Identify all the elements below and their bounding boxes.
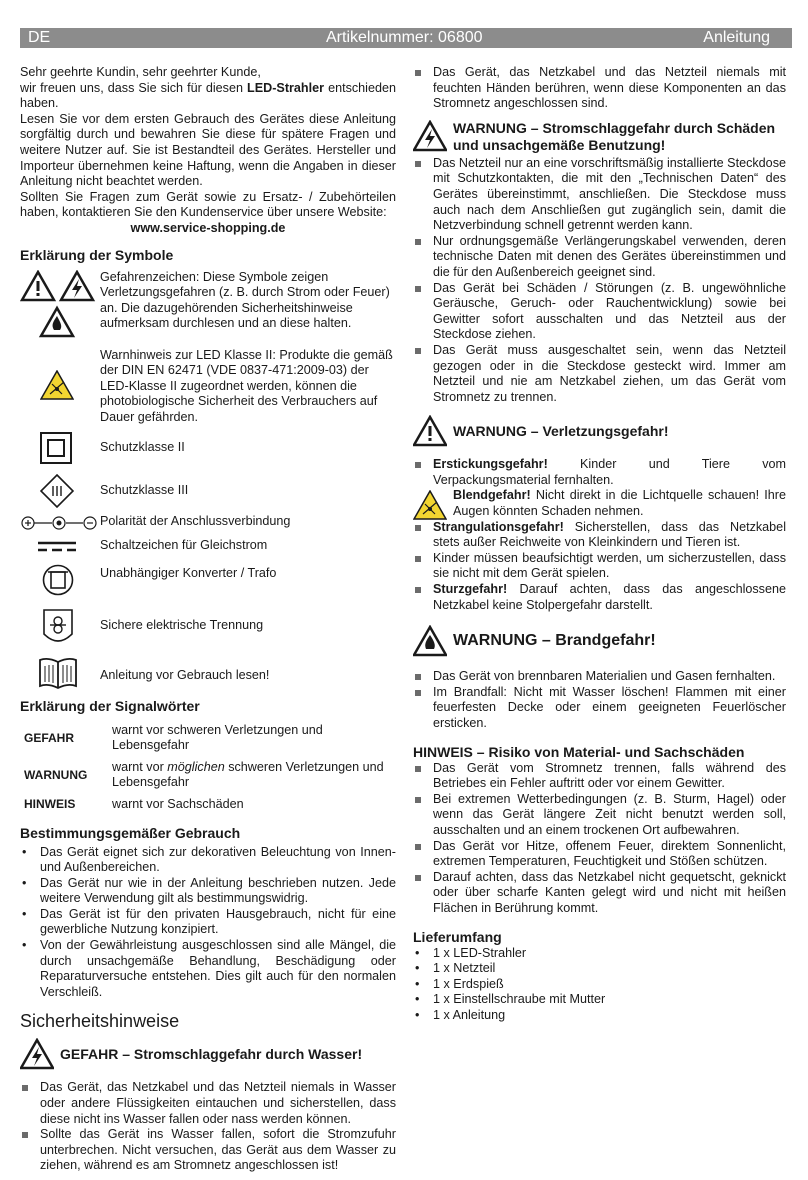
symbol-danger-row <box>20 270 396 342</box>
list-item: Im Brandfall: Nicht mit Wasser löschen! Flammen mit einer feuerfesten Decke oder einem geeigneten Feuerlöscher ersticken. <box>413 685 786 732</box>
protection-class-2-icon <box>40 432 72 464</box>
symbol-converter-text: Unabhängiger Konverter / Trafo <box>100 565 277 580</box>
list-item: Nur ordnungsgemäße Verlängerungskabel verwenden, deren technische Daten mit denen des Gerätes übereinstimmen und die für den Außenbereich geeignet sind. <box>413 234 786 281</box>
shock-warning-list <box>413 156 786 406</box>
list-item: Das Gerät muss ausgeschaltet sein, wenn das Netzteil gezogen oder in die Steckdose gesteckt wird. Immer am Netzteil und nie am Netzkabel ziehen, um das Gerät vom Stromnetz zu trennen. <box>413 343 786 405</box>
list-item: Sollte das Gerät ins Wasser fallen, sofort die Stromzufuhr unterbrechen. Nicht versuchen, das Gerät aus dem Wasser zu ziehen, während es am Stromnetz angeschlossen ist! <box>20 1127 396 1174</box>
injury-warning-list <box>413 457 786 488</box>
right-column <box>413 65 786 1024</box>
symbol-manual-text: Anleitung vor Gebrauch lesen! <box>100 667 270 682</box>
list-item: Strangulationsgefahr! Sicherstellen, dass das Netzkabel stets außer Reichweite von Kleinkindern und Tieren ist. <box>413 520 786 551</box>
website-link[interactable]: www.service-shopping.de <box>130 220 286 235</box>
list-item: • 1 x Netzteil <box>413 961 786 977</box>
list-item: Das Netzteil nur an eine vorschriftsmäßig installierte Steckdose mit Schutzkontakten, die mit den „Technischen Daten“ des Gerätes übereinstimmt, anschließen. Die Steckdose muss auch nach dem Anschließen gut zugänglich sein, damit die Netzverbindung schnell getrennt werden kann. <box>413 156 786 234</box>
symbol-polarity-text: Polarität der Anschlussverbindung <box>100 513 291 528</box>
injury-warning-heading: WARNUNG – Verletzungsgefahr! <box>413 415 786 451</box>
symbol-class3-text: Schutzklasse III <box>100 482 189 497</box>
list-item: • 1 x Einstellschraube mit Mutter <box>413 992 786 1008</box>
electric-warning-icon <box>413 120 447 152</box>
usage-list <box>20 845 396 1001</box>
wet-hands-list <box>413 65 786 112</box>
list-item: Das Gerät, das Netzkabel und das Netzteil niemals in Wasser oder andere Flüssigkeiten eintauchen und sicherstellen, dass diese nicht ins Wasser fallen oder nass werden können. <box>20 1080 396 1127</box>
usage-title: Bestimmungsgemäßer Gebrauch <box>20 824 241 841</box>
list-item: Bei extremen Wetterbedingungen (z. B. Sturm, Hagel) oder wenn das Gerät längere Zeit nicht benutzt werden soll, ausschalten und an einem trockenen Ort aufbewahren. <box>413 792 786 839</box>
fire-warning-icon <box>413 625 447 657</box>
list-item: • Das Gerät eignet sich zur dekorativen Beleuchtung von Innen- und Außenbereichen. <box>20 845 396 876</box>
symbol-separation-text: Sichere elektrische Trennung <box>100 617 264 632</box>
warning-electric-fire-icon <box>20 270 96 340</box>
language-code: DE <box>28 29 51 46</box>
page-header <box>20 28 792 48</box>
list-item: • 1 x Anleitung <box>413 1008 786 1024</box>
scope-title: Lieferumfang <box>413 928 502 945</box>
list-item: • Das Gerät nur wie in der Anleitung beschrieben nutzen. Jede weitere Verwendung gilt als bestimmungswidrig. <box>20 876 396 907</box>
injury-warning-list-2 <box>413 520 786 614</box>
list-item: Das Gerät vor Hitze, offenem Feuer, direktem Sonnenlicht, extremen Temperaturen, Feuchtigkeit und Stößen schützen. <box>413 839 786 870</box>
led-class-warning-icon <box>40 370 74 400</box>
general-warning-icon <box>413 415 447 447</box>
protection-class-3-icon <box>40 474 74 508</box>
symbol-led-row <box>20 348 396 426</box>
independent-converter-icon <box>42 564 74 596</box>
symbol-dc-text: Schaltzeichen für Gleichstrom <box>100 537 268 552</box>
list-item: Kinder müssen beaufsichtigt werden, um sicherzustellen, dass sie nicht mit dem Gerät spielen. <box>413 551 786 582</box>
intro-paragraph: wir freuen uns, dass Sie sich für diesen LED-Strahler entschieden haben. <box>20 80 396 111</box>
signal-row-gefahr: GEFAHR warnt vor schweren Verletzungen und Lebensgefahr <box>24 722 323 753</box>
note-list <box>413 761 786 917</box>
symbol-manual-row <box>20 656 396 690</box>
read-manual-icon <box>38 656 78 690</box>
list-item: Darauf achten, dass das Netzkabel nicht gequetscht, geknickt oder über scharfe Kanten gelegt wird und nicht mit heißen Flächen in Berührung kommt. <box>413 870 786 917</box>
symbol-danger-text: Gefahrenzeichen: Diese Symbole zeigen Verletzungsgefahren (z. B. durch Strom oder Feuer) an. Die dazugehörenden Sicherheitshinweise aufmerksam durchlesen und an diese halten. <box>100 269 390 331</box>
symbol-class3-row <box>20 474 396 508</box>
symbol-class2-text: Schutzklasse II <box>100 439 185 454</box>
list-item: • 1 x Erdspieß <box>413 977 786 993</box>
document-type: Anleitung <box>703 29 770 46</box>
blinding-warning: Blendgefahr! Nicht direkt in die Lichtquelle schauen! Ihre Augen könnten Schaden nehmen. <box>413 488 786 519</box>
note-heading: HINWEIS – Risiko von Material- und Sachschäden <box>413 743 745 760</box>
symbol-separation-row <box>20 608 396 648</box>
list-item: Das Gerät, das Netzkabel und das Netzteil niemals mit feuchten Händen berühren, wenn diese Komponenten an das Stromnetz angeschlossen sind. <box>413 65 786 112</box>
scope-list <box>413 946 786 1024</box>
list-item: • Von der Gewährleistung ausgeschlossen sind alle Mängel, die durch unsachgemäße Behandlung, Beschädigung oder Reparaturversuche entstehen. Dies gilt auch für den normalen Verschleiß. <box>20 938 396 1000</box>
signal-row-warnung: WARNUNG warnt vor möglichen schweren Verletzungen und Lebensgefahr <box>24 759 384 790</box>
list-item: Sturzgefahr! Darauf achten, dass das angeschlossene Netzkabel keine Stolpergefahr darstellt. <box>413 582 786 613</box>
safety-isolating-transformer-icon <box>42 608 74 648</box>
signals-title: Erklärung der Signalwörter <box>20 697 200 714</box>
list-item: Das Gerät vom Stromnetz trennen, falls während des Betriebes ein Fehler auftritt oder vor einem Gewitter. <box>413 761 786 792</box>
water-danger-list <box>20 1080 396 1174</box>
intro-read-paragraph: Lesen Sie vor dem ersten Gebrauch des Gerätes diese Anleitung sorgfältig durch und bewahren Sie diese für spätere Fragen und weitere Nutzer auf. Sie ist Bestandteil des Gerätes. Hersteller und Importeur übernehmen keine Haftung, wenn die Angaben in dieser Anleitung nicht beachtet werden. <box>20 111 396 189</box>
symbol-dc-row <box>20 538 396 556</box>
safety-title: Sicherheitshinweise <box>20 1011 180 1032</box>
article-number: Artikelnummer: 06800 <box>326 29 483 46</box>
greeting: Sehr geehrte Kundin, sehr geehrter Kunde, <box>20 65 261 79</box>
symbol-converter-row <box>20 564 396 598</box>
shock-warning-heading: WARNUNG – Stromschlaggefahr durch Schäden und unsachgemäße Benutzung! <box>413 120 786 154</box>
list-item: • Das Gerät ist für den privaten Hausgebrauch, nicht für eine gewerbliche Nutzung konzipiert. <box>20 907 396 938</box>
polarity-icon <box>20 515 98 531</box>
list-item: Das Gerät von brennbaren Materialien und Gasen fernhalten. <box>413 669 786 685</box>
list-item: Erstickungsgefahr! Kinder und Tiere vom Verpackungsmaterial fernhalten. <box>413 457 786 488</box>
direct-current-icon <box>38 541 78 553</box>
left-column <box>20 65 396 1174</box>
symbols-title: Erklärung der Symbole <box>20 246 174 263</box>
water-danger-heading: GEFAHR – Stromschlaggefahr durch Wasser! <box>20 1038 396 1074</box>
symbol-led-text: Warnhinweis zur LED Klasse II: Produkte die gemäß der DIN EN 62471 (VDE 0837-471:2009-03) der LED-Klasse II zugeordnet werden, können die photobiologische Sicherheit des Verbrauchers auf Dauer gefährden. <box>100 347 393 424</box>
led-class-warning-icon <box>413 490 447 520</box>
fire-warning-list <box>413 669 786 731</box>
intro-contact-paragraph: Sollten Sie Fragen zum Gerät sowie zu Ersatz- / Zubehörteilen haben, kontaktieren Sie den Kundenservice über unsere Website: <box>20 189 396 220</box>
symbol-class2-row <box>20 432 396 466</box>
list-item: • 1 x LED-Strahler <box>413 946 786 962</box>
electric-warning-icon <box>20 1038 54 1070</box>
signal-row-hinweis: HINWEIS warnt vor Sachschäden <box>24 796 244 811</box>
list-item: Das Gerät bei Schäden / Störungen (z. B. ungewöhnliche Geräusche, Geruch- oder Rauchentwicklung) sowie bei Gewitter sofort ausschalten und das Netzteil aus der Steckdose ziehen. <box>413 281 786 343</box>
symbol-polarity-row <box>20 514 396 532</box>
fire-warning-heading: WARNUNG – Brandgefahr! <box>413 625 786 661</box>
